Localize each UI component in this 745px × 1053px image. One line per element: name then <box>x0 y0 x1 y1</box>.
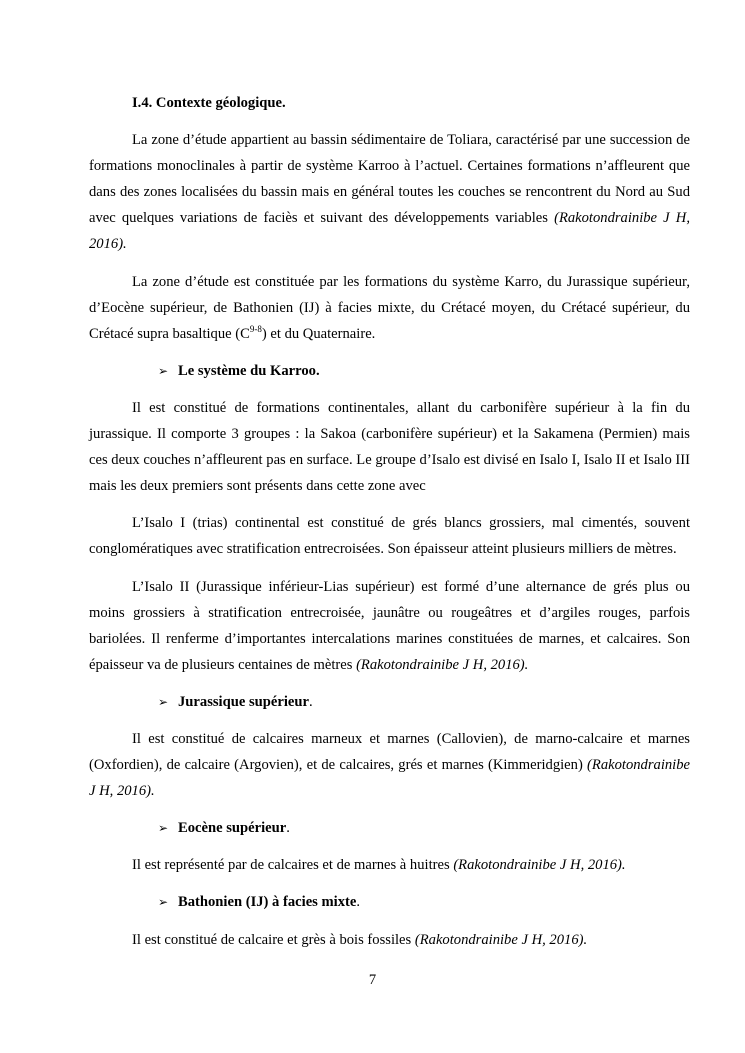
subheading-title: Le système du Karroo. <box>178 362 320 379</box>
subheading-karroo <box>89 358 690 384</box>
citation: (Rakotondrainibe J H, 2016). <box>89 757 690 800</box>
bathonien-paragraph <box>89 927 690 953</box>
paragraph-text-tail: ) et du Quaternaire. <box>261 325 376 342</box>
subheading-eocene <box>89 815 690 841</box>
paragraph-text: L’Isalo II (Jurassique inférieur-Lias supérieur) est formé d’une alternance de grés plus ou moins grossiers à stratification entrecroisée, jaunâtre ou rougeâtres et d’argiles rouges, parfois bariolées. Il renferme d’importantes intercalations marines constituées de marnes, et calcaires. Son épaisseur va de plusieurs centaines de mètres <box>89 578 690 673</box>
citation: (Rakotondrainibe J H, 2016). <box>356 656 529 673</box>
subheading-title: Eocène supérieur <box>178 820 287 837</box>
paragraph-text: Il est constitué de calcaire et grès à bois fossiles <box>132 931 415 948</box>
karroo-paragraph-3 <box>89 574 690 678</box>
paragraph-text: La zone d’étude appartient au bassin sédimentaire de Toliara, caractérisé par une succession de formations monoclinales à partir de système Karroo à l’actuel. Certaines formations n’affleurent que dans des zones localisées du bassin mais en général toutes les couches se rencontrent du Nord au Sud avec quelques variations de faciès et suivant des développements variables <box>89 132 690 227</box>
jurassique-paragraph <box>89 726 690 804</box>
paragraph-text: Il est constitué de calcaires marneux et marnes (Callovien), de marno-calcaire et marnes (Oxfordien), de calcaire (Argovien), et de calcaires, grés et marnes (Kimmeridgien) <box>89 730 690 774</box>
subheading-title: Jurassique supérieur <box>178 693 309 710</box>
paragraph-text: La zone d’étude est constituée par les formations du système Karro, du Jurassique supérieur, d’Eocène supérieur, de Bathonien (IJ) à facies mixte, du Crétacé moyen, du Crétacé supérieur, du Crétacé supra basaltique (C <box>89 273 690 342</box>
section-heading: I.4. Contexte géologique. <box>132 95 286 111</box>
citation: (Rakotondrainibe J H, 2016). <box>414 931 588 948</box>
paragraph-text: Il est représenté par de calcaires et de marnes à huitres <box>132 857 454 874</box>
intro-paragraph-2 <box>89 269 690 347</box>
karroo-paragraph-2: L’Isalo I (trias) continental est constitué de grés blancs grossiers, mal cimentés, souvent conglomératiques avec stratification entrecroisées. Son épaisseur atteint plusieurs milliers de mètres. <box>89 515 690 558</box>
subheading-jurassique <box>89 689 690 715</box>
subheading-period: . <box>308 693 313 710</box>
arrowhead-bullet-icon: ➢ <box>158 895 169 910</box>
page-number: 7 <box>368 972 377 988</box>
subheading-period: . <box>356 894 361 911</box>
citation: (Rakotondrainibe J H, 2016). <box>453 857 626 874</box>
arrowhead-bullet-icon: ➢ <box>158 694 169 709</box>
subheading-bathonien <box>89 889 690 915</box>
intro-paragraph-1 <box>89 127 690 257</box>
subheading-period: . <box>286 820 290 837</box>
superscript-formation-index: 9-8 <box>249 323 262 334</box>
citation: (Rakotondrainibe J H, 2016). <box>89 210 690 253</box>
document-page <box>89 90 690 964</box>
subheading-title: Bathonien (IJ) à facies mixte <box>178 894 357 911</box>
arrowhead-bullet-icon: ➢ <box>158 821 169 836</box>
arrowhead-bullet-icon: ➢ <box>158 363 169 378</box>
eocene-paragraph <box>89 852 690 878</box>
karroo-paragraph-1: Il est constitué de formations continentales, allant du carbonifère supérieur à la fin du jurassique. Il comporte 3 groupes : la Sakoa (carbonifère supérieur) et la Sakamena (Permien) mais ces deux couches n’affleurent pas en surface. Le groupe d’Isalo est divisé en Isalo I, Isalo II et Isalo III mais les deux premiers sont présents dans cette zone avec <box>89 399 690 495</box>
